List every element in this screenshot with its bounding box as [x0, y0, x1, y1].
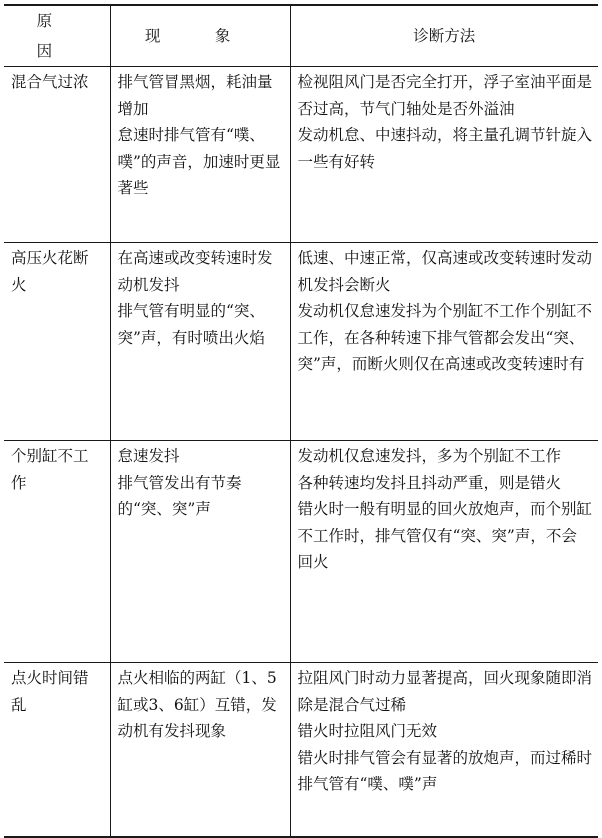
method-cell [290, 663, 598, 838]
table-row [4, 663, 598, 838]
method-line: 各种转速均发抖且抖动严重，则是错火 [297, 473, 562, 492]
method-line: 拉阻风门时动力显著提高，回火现象随即消除是混合气过稀 [297, 669, 593, 714]
method-line: 发动机仅怠速发抖，多为个别缸不工作 [297, 447, 562, 465]
symptom-cell [110, 663, 290, 838]
method-line: 发动机仅怠速发抖为个别缸不工作个别缸不工作，在各种转速下排气管都会发出“突、突”声，而断火则仅在高速或改变转速时有 [297, 302, 593, 373]
symptom-line: 怠速时排气管有“噗、噗”的声音，加速时更显著些 [117, 126, 281, 197]
cause-cell: 点火时间错乱 [4, 663, 110, 838]
symptom-cell [110, 243, 290, 441]
cause-cell: 混合气过浓 [4, 67, 110, 243]
table-row [4, 67, 598, 243]
symptom-line: 排气管发出有节奏的“突、突”声 [117, 473, 242, 518]
symptom-line: 在高速或改变转速时发动机发抖 [117, 249, 273, 294]
header-row [4, 5, 598, 67]
method-line: 发动机怠、中速抖动，将主量孔调节针旋入一些有好转 [297, 126, 593, 171]
table-header [4, 5, 598, 67]
method-line: 错火时排气管会有显著的放炮声，而过稀时排气管有“噗、噗”声 [297, 748, 593, 793]
method-cell [290, 67, 598, 243]
table-body [4, 67, 598, 838]
symptom-line: 排气管有明显的“突、突”声，有时喷出火焰 [117, 302, 265, 347]
diagnosis-table [4, 4, 598, 838]
method-cell [290, 441, 598, 663]
method-line: 错火时一般有明显的回火放炮声，而个别缸不工作时，排气管仅有“突、突”声，不会回火 [297, 500, 593, 571]
symptom-cell [110, 441, 290, 663]
table-row [4, 441, 598, 663]
method-line: 检视阻风门是否完全打开，浮子室油平面是否过高，节气门轴处是否外溢油 [297, 73, 593, 118]
method-line: 低速、中速正常，仅高速或改变转速时发动机发抖会断火 [297, 249, 593, 294]
cause-cell: 高压火花断火 [4, 243, 110, 441]
method-cell [290, 243, 598, 441]
header-symptom: 现 象 [110, 5, 290, 67]
symptom-line: 怠速发抖 [117, 447, 180, 465]
header-cause: 原 因 [4, 5, 110, 67]
header-method: 诊断方法 [290, 5, 598, 67]
cause-cell: 个别缸不工作 [4, 441, 110, 663]
symptom-line: 点火相临的两缸（1、5缸或3、6缸）互错，发动机有发抖现象 [117, 669, 277, 740]
method-line: 错火时拉阻风门无效 [297, 722, 438, 740]
symptom-cell [110, 67, 290, 243]
symptom-line: 排气管冒黑烟，耗油量增加 [117, 73, 273, 118]
table-row [4, 243, 598, 441]
